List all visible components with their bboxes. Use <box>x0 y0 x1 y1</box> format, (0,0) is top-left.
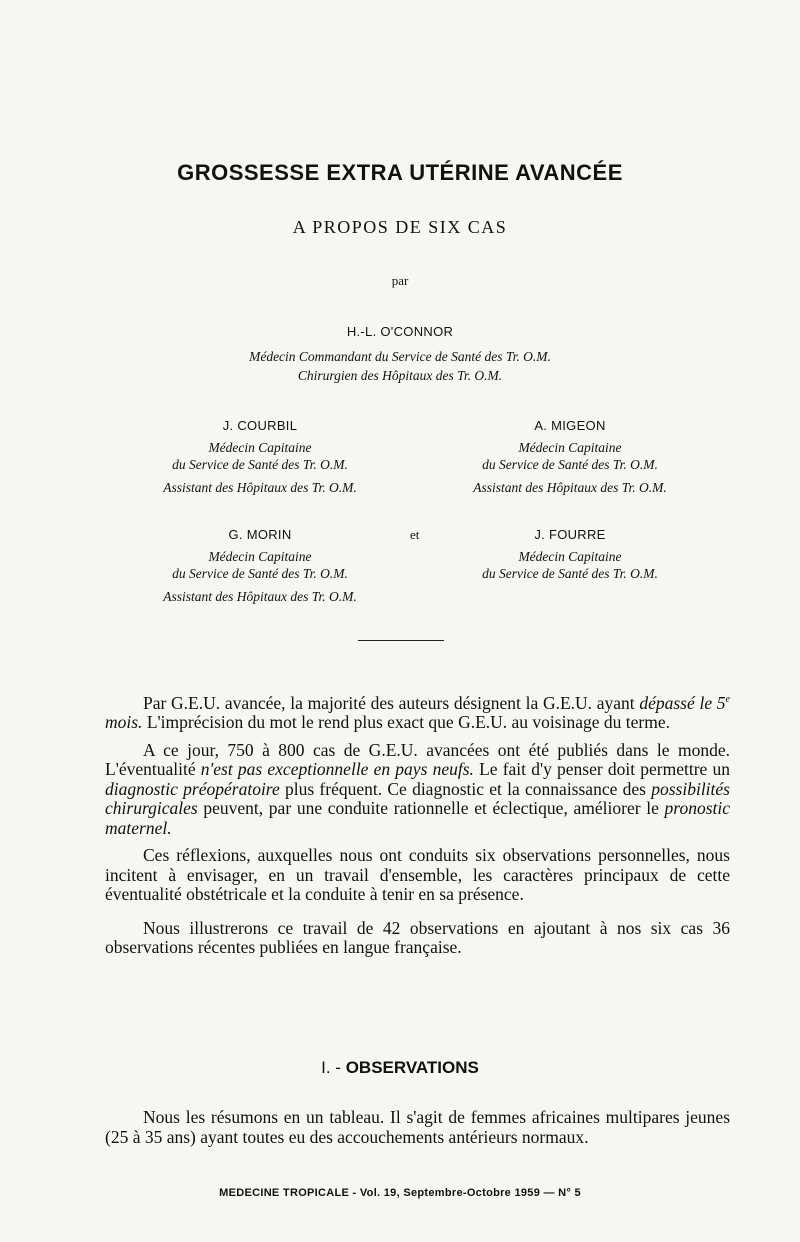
coauthor-role: du Service de Santé des Tr. O.M. <box>482 566 658 581</box>
separator-rule <box>358 640 444 641</box>
emphasis: diagnostic préopératoire <box>105 778 280 799</box>
coauthor-role: Médecin Capitaine <box>208 440 312 455</box>
coauthor-name: J. COURBIL <box>222 418 298 433</box>
paragraph <box>105 690 730 733</box>
emphasis: dépassé le 5 <box>639 692 726 713</box>
main-author-role: Médecin Commandant du Service de Santé des Tr. O.M. <box>249 349 551 364</box>
journal-footer: MEDECINE TROPICALE - Vol. 19, Septembre-Octobre 1959 — N° 5 <box>219 1187 581 1199</box>
coauthor-role: du Service de Santé des Tr. O.M. <box>172 566 348 581</box>
emphasis: possibilités chirurgicales <box>105 778 730 819</box>
text-run: peuvent, par une conduite rationnelle et éclectique, améliorer le <box>197 798 665 819</box>
emphasis: mois. <box>105 712 143 733</box>
coauthor-name: J. FOURRE <box>534 527 606 542</box>
coauthor-block <box>120 527 400 605</box>
text-run: Par G.E.U. avancée, la majorité des auteurs désignent la G.E.U. ayant <box>143 692 640 713</box>
coauthor-role: Médecin Capitaine <box>518 549 622 564</box>
coauthor-name: A. MIGEON <box>534 418 606 433</box>
by-line: par <box>391 273 409 288</box>
coauthor-role: Assistant des Hôpitaux des Tr. O.M. <box>163 480 357 495</box>
coauthor-block <box>430 527 710 582</box>
coauthor-role: Assistant des Hôpitaux des Tr. O.M. <box>163 589 357 604</box>
conjunction-et: et <box>410 527 420 542</box>
section-number: I. - <box>321 1058 341 1077</box>
paragraph: Nous les résumons en un tableau. Il s'agit de femmes africaines multipares jeunes (25 à 35 ans) ayant toutes eu des accouchements antérieurs normaux. <box>105 1107 730 1147</box>
coauthor-role: Médecin Capitaine <box>518 440 622 455</box>
emphasis: pronostic maternel. <box>105 798 730 838</box>
section-title: OBSERVATIONS <box>345 1058 479 1077</box>
text-run: L'imprécision du mot le rend plus exact que G.E.U. au voisinage du terme. <box>142 712 670 733</box>
paragraph: Ces réflexions, auxquelles nous ont conduits six observations personnelles, nous incitent à envisager, en un travail d'ensemble, les caractères principaux de cette éventualité obstétricale et la conduite à tenir en sa présence. <box>105 845 730 905</box>
section-heading <box>0 1058 800 1078</box>
body-text <box>105 1108 730 1147</box>
coauthor-role: Assistant des Hôpitaux des Tr. O.M. <box>473 480 667 495</box>
text-run: Le fait d'y penser doit permettre un <box>473 759 730 780</box>
text-run: plus fréquent. Ce diagnostic et la connaissance des <box>279 778 652 799</box>
coauthor-role: du Service de Santé des Tr. O.M. <box>482 457 658 472</box>
paragraph <box>105 741 730 839</box>
coauthor-role: Médecin Capitaine <box>208 549 312 564</box>
main-author-name: H.-L. O'CONNOR <box>346 324 454 339</box>
main-author-role: Chirurgien des Hôpitaux des Tr. O.M. <box>297 368 503 383</box>
coauthor-role: du Service de Santé des Tr. O.M. <box>172 457 348 472</box>
superscript: e <box>725 694 730 705</box>
body-text <box>105 690 730 958</box>
coauthor-block <box>430 418 710 496</box>
article-subtitle: A PROPOS DE SIX CAS <box>292 217 508 237</box>
text-run: A ce jour, 750 à 800 cas de G.E.U. avancées ont été publiés dans le monde. L'éventualité <box>105 739 730 780</box>
main-author-block <box>0 324 800 385</box>
paragraph: Nous illustrerons ce travail de 42 observations en ajoutant à nos six cas 36 observations récentes publiées en langue française. <box>105 917 730 958</box>
coauthor-block <box>120 418 400 496</box>
article-title: GROSSESSE EXTRA UTÉRINE AVANCÉE <box>177 160 623 185</box>
emphasis: n'est pas exceptionnelle en pays neufs. <box>200 759 474 780</box>
coauthor-name: G. MORIN <box>228 527 292 542</box>
